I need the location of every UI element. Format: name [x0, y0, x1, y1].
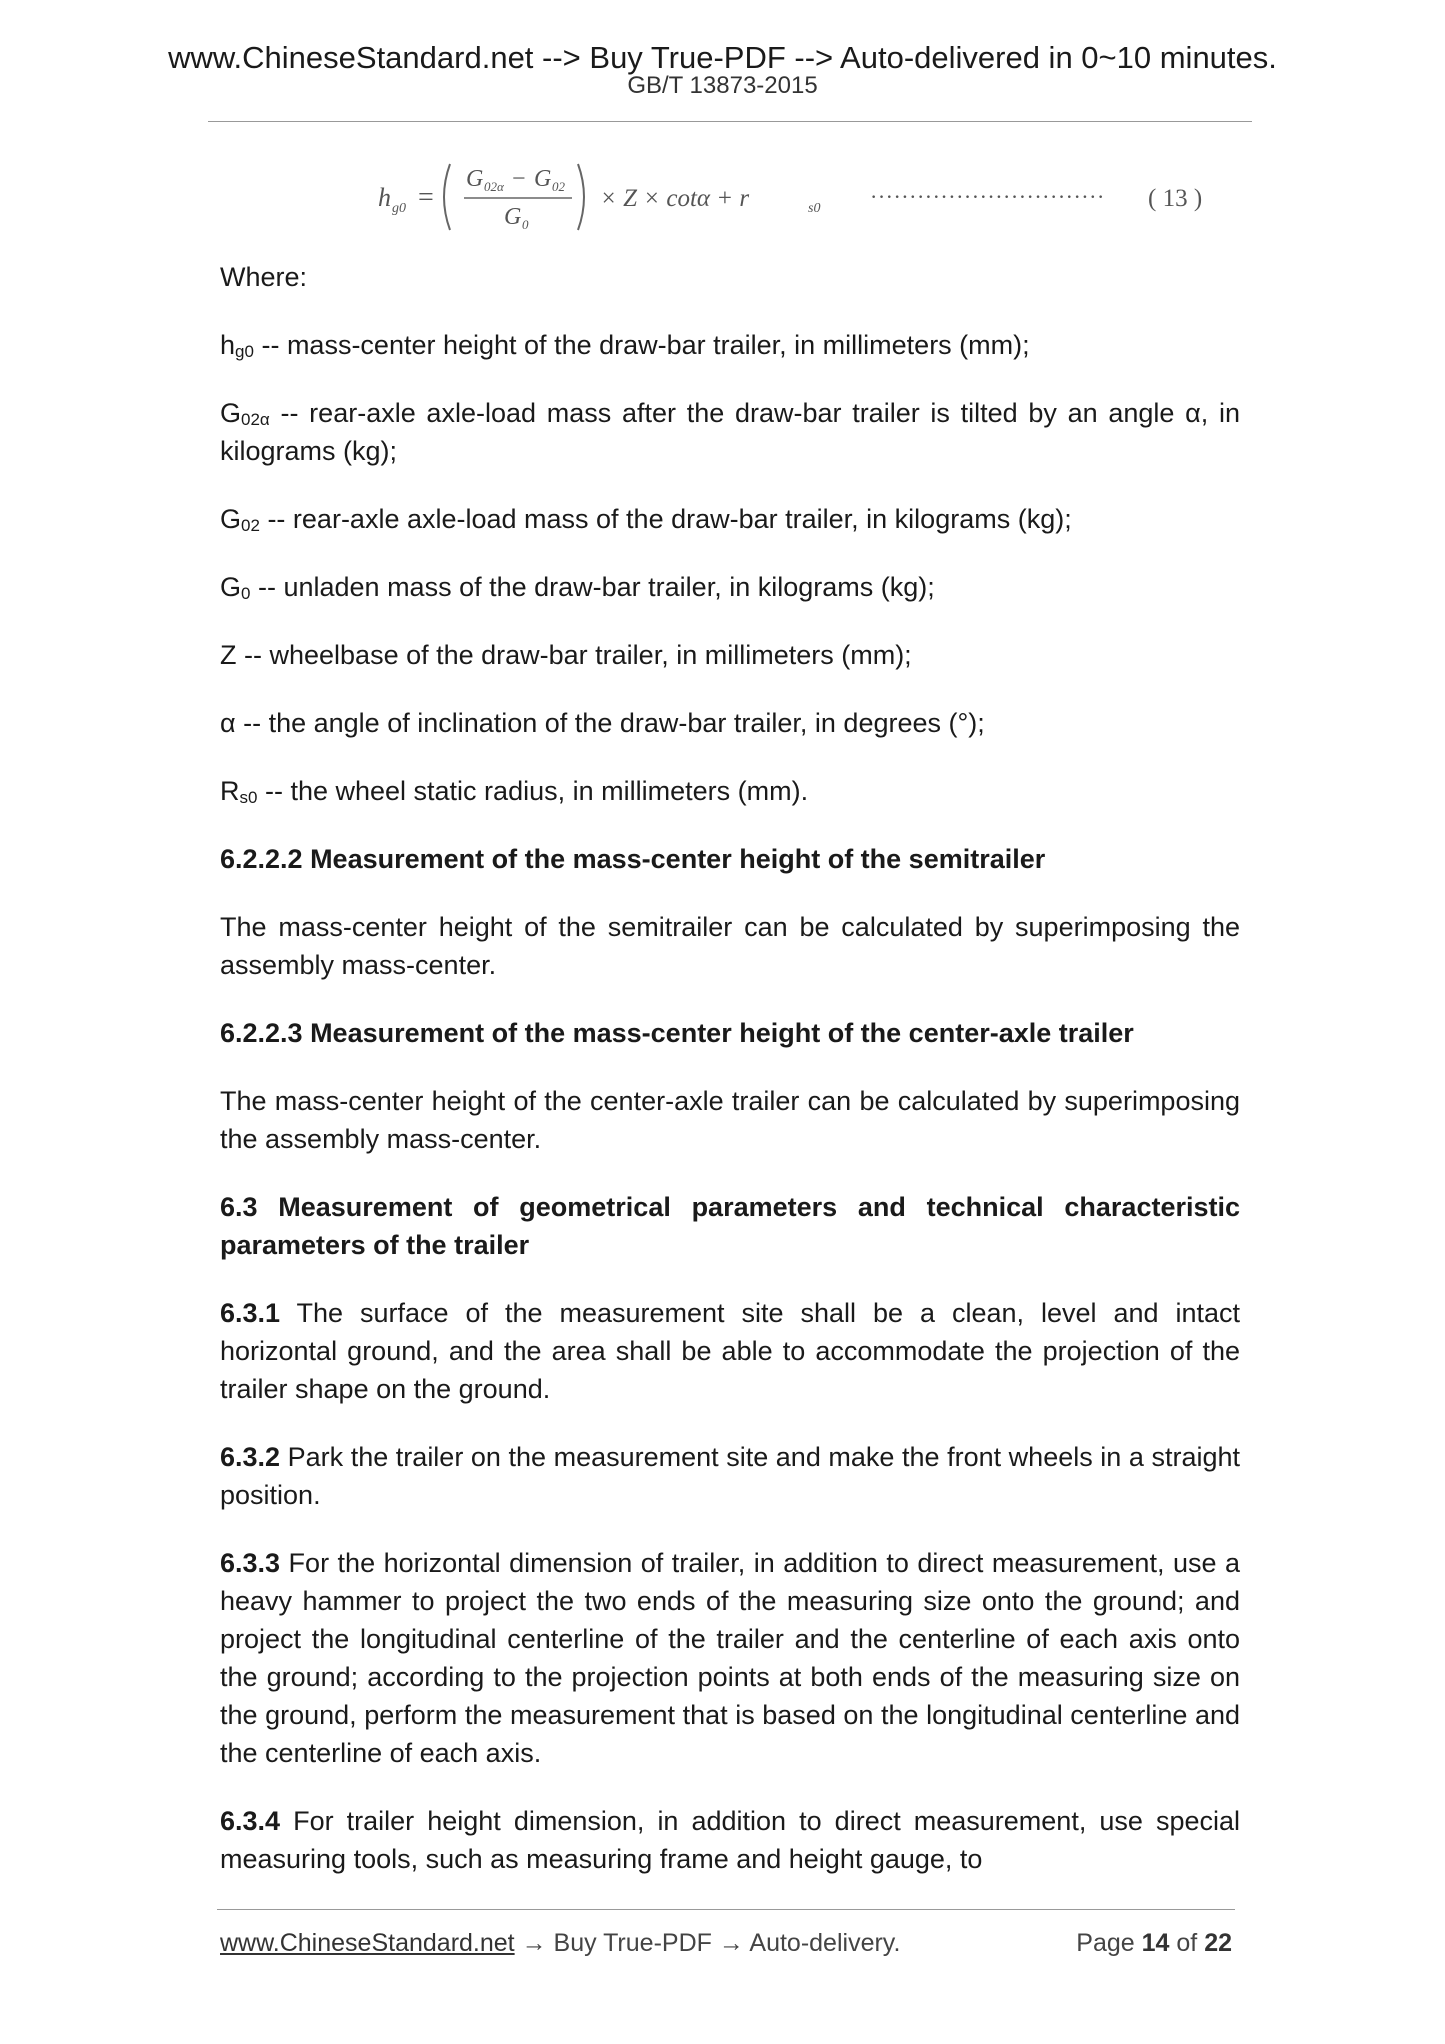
- def-text: -- the angle of inclination of the draw-bar trailer, in degrees (°);: [235, 708, 985, 738]
- def-symbol: R: [220, 776, 240, 806]
- heading-6-2-2-2: 6.2.2.2 Measurement of the mass-center height of the semitrailer: [220, 844, 1046, 874]
- formula-num-a: G: [466, 166, 484, 192]
- def-symbol: G: [220, 398, 242, 428]
- formula-lhs-sub: g0: [392, 201, 406, 216]
- definition-z: [220, 636, 1240, 674]
- def-symbol: Z: [220, 640, 237, 670]
- formula-rest: × Z × cotα + r: [600, 185, 750, 212]
- footer-divider: [217, 1909, 1235, 1910]
- definition-hg0: [220, 326, 1240, 364]
- paragraph-6-2-2-3: The mass-center height of the center-axle trailer can be calculated by superimposing the assembly mass-center.: [220, 1086, 1240, 1154]
- page-word: Page: [1076, 1929, 1135, 1957]
- clause-number: 6.3.2: [220, 1442, 281, 1472]
- formula-left-paren: [444, 164, 450, 230]
- page-indicator: [1076, 1927, 1232, 1959]
- def-text: -- wheelbase of the draw-bar trailer, in millimeters (mm);: [236, 640, 912, 670]
- of-word: of: [1176, 1929, 1198, 1957]
- page-body: [220, 258, 1240, 1908]
- clause-number: 6.3.4: [220, 1806, 281, 1836]
- page-total: 22: [1204, 1929, 1232, 1957]
- page-number: 14: [1141, 1929, 1170, 1957]
- formula-den: G: [504, 204, 522, 230]
- formula-lhs: h: [378, 183, 391, 212]
- heading-6-2-2-3: 6.2.2.3 Measurement of the mass-center height of the center-axle trailer: [220, 1018, 1134, 1048]
- def-symbol: α: [220, 708, 236, 738]
- def-text: -- mass-center height of the draw-bar trailer, in millimeters (mm);: [253, 330, 1030, 360]
- formula-equals: =: [418, 182, 434, 213]
- definition-alpha: [220, 704, 1240, 742]
- clause-text: For trailer height dimension, in addition to direct measurement, use special measuring tools, such as measuring frame and height gauge, to: [220, 1806, 1240, 1874]
- top-banner: www.ChineseStandard.net --> Buy True-PDF --> Auto-delivered in 0~10 minutes.: [168, 40, 1277, 75]
- footer-link[interactable]: www.ChineseStandard.net: [220, 1929, 515, 1957]
- standard-number: GB/T 13873-2015: [627, 72, 818, 99]
- def-subscript: 02: [241, 516, 260, 535]
- header-divider: [208, 121, 1252, 122]
- formula-den-sub: 0: [522, 217, 529, 232]
- formula-rest-sub: s0: [808, 201, 821, 216]
- definition-g02a: [220, 394, 1240, 470]
- formula-num-b: G: [534, 166, 552, 192]
- def-subscript: s0: [239, 788, 258, 807]
- def-subscript: 02α: [241, 410, 270, 429]
- clause-6-3-2: [220, 1438, 1240, 1514]
- def-text: -- rear-axle axle-load mass of the draw-bar trailer, in kilograms (kg);: [259, 504, 1072, 534]
- formula-minus: −: [512, 166, 526, 192]
- paragraph-6-2-2-2: The mass-center height of the semitrailer can be calculated by superimposing the assembly mass-center.: [220, 912, 1240, 980]
- formula-number: ( 13 ): [1148, 185, 1203, 212]
- formula-num-b-sub: 02: [552, 179, 565, 194]
- clause-6-3-4: [220, 1802, 1240, 1878]
- formula-13: [378, 158, 1258, 236]
- formula-leader-dots: ······························: [870, 184, 1105, 209]
- formula-right-paren: [578, 164, 584, 230]
- def-text: -- unladen mass of the draw-bar trailer, in kilograms (kg);: [250, 572, 935, 602]
- formula-num-a-sub: 02α: [484, 179, 504, 194]
- clause-number: 6.3.3: [220, 1548, 281, 1578]
- clause-text: Park the trailer on the measurement site and make the front wheels in a straight position.: [220, 1442, 1240, 1510]
- heading-6-3: 6.3 Measurement of geometrical parameters and technical characteristic parameters of the trailer: [220, 1192, 1240, 1260]
- def-text: -- rear-axle axle-load mass after the draw-bar trailer is tilted by an angle α, in kilograms (kg);: [220, 398, 1240, 466]
- clause-text: The surface of the measurement site shall be a clean, level and intact horizontal ground, and the area shall be able to accommodate the projection of the trailer shape on the ground.: [220, 1298, 1240, 1404]
- def-subscript: g0: [235, 342, 254, 361]
- formula-svg: [378, 158, 1258, 236]
- where-label: Where:: [220, 262, 308, 292]
- page-footer: [220, 1927, 1232, 1959]
- footer-tagline: → Buy True-PDF → Auto-delivery.: [514, 1929, 901, 1957]
- clause-6-3-1: [220, 1294, 1240, 1408]
- clause-number: 6.3.1: [220, 1298, 281, 1328]
- def-symbol: G: [220, 572, 242, 602]
- definition-rs0: [220, 772, 1240, 810]
- def-subscript: 0: [241, 584, 251, 603]
- clause-text: For the horizontal dimension of trailer, in addition to direct measurement, use a heavy hammer to project the two ends of the measuring size onto the ground; and project the longitudinal centerline of the trailer and the centerline of each axis onto the ground; according to the projection points at both ends of the measuring size on the ground, perform the measurement that is based on the longitudinal centerline and the centerline of each axis.: [220, 1548, 1240, 1768]
- def-symbol: G: [220, 504, 242, 534]
- definition-g02: [220, 500, 1240, 538]
- def-text: -- the wheel static radius, in millimeters (mm).: [257, 776, 809, 806]
- definition-g0: [220, 568, 1240, 606]
- clause-6-3-3: [220, 1544, 1240, 1772]
- def-symbol: h: [220, 330, 236, 360]
